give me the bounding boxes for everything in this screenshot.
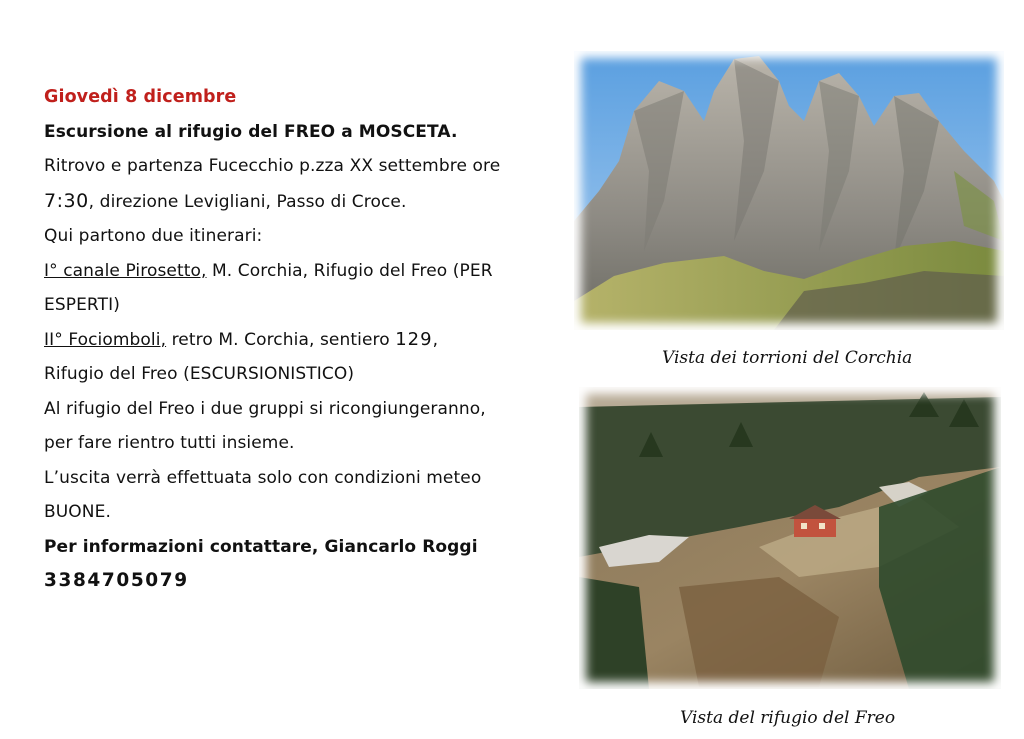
contact-line: Per informazioni contattare, Giancarlo Roggi	[44, 536, 478, 557]
trail-number: 129	[395, 328, 433, 350]
announcement-text	[44, 80, 544, 599]
regroup-line-1: Al rifugio del Freo i due gruppi si ricongiungeranno,	[44, 398, 486, 419]
event-date: Giovedì 8 dicembre	[44, 87, 237, 107]
itinerary-2-label: II° Fociomboli,	[44, 329, 167, 350]
event-title: Escursione al rifugio del FREO a MOSCETA.	[44, 121, 458, 142]
regroup-line-2: per fare rientro tutti insieme.	[44, 433, 295, 453]
itinerary-1-label: I° canale Pirosetto,	[44, 260, 207, 281]
itinerary-2-level: Rifugio del Freo (ESCURSIONISTICO)	[44, 364, 355, 384]
top-photo-caption: Vista dei torrioni del Corchia	[662, 348, 913, 368]
meeting-time: 7:30	[44, 189, 89, 212]
meeting-line-1: Ritrovo e partenza Fucecchio p.zza XX settembre ore	[44, 156, 501, 176]
meeting-line-2	[44, 184, 544, 220]
itinerary-2	[44, 323, 544, 358]
bottom-photo-caption: Vista del rifugio del Freo	[680, 708, 896, 728]
freo-refuge-photo	[579, 387, 1001, 689]
itinerary-2-route: retro M. Corchia, sentiero	[166, 329, 396, 350]
corchia-towers-photo	[574, 51, 1004, 330]
meeting-route: , direzione Levigliani, Passo di Croce.	[88, 191, 407, 212]
itinerary-2-comma: ,	[432, 329, 439, 350]
itineraries-intro: Qui partono due itinerari:	[44, 226, 263, 246]
itinerary-1	[44, 254, 544, 289]
contact-phone: 3384705079	[44, 570, 189, 591]
weather-line-2: BUONE.	[44, 502, 111, 522]
itinerary-1-route: M. Corchia, Rifugio del Freo (PER	[206, 260, 493, 281]
itinerary-1-level: ESPERTI)	[44, 295, 120, 315]
weather-line-1: L’uscita verrà effettuata solo con condizioni meteo	[44, 467, 482, 488]
